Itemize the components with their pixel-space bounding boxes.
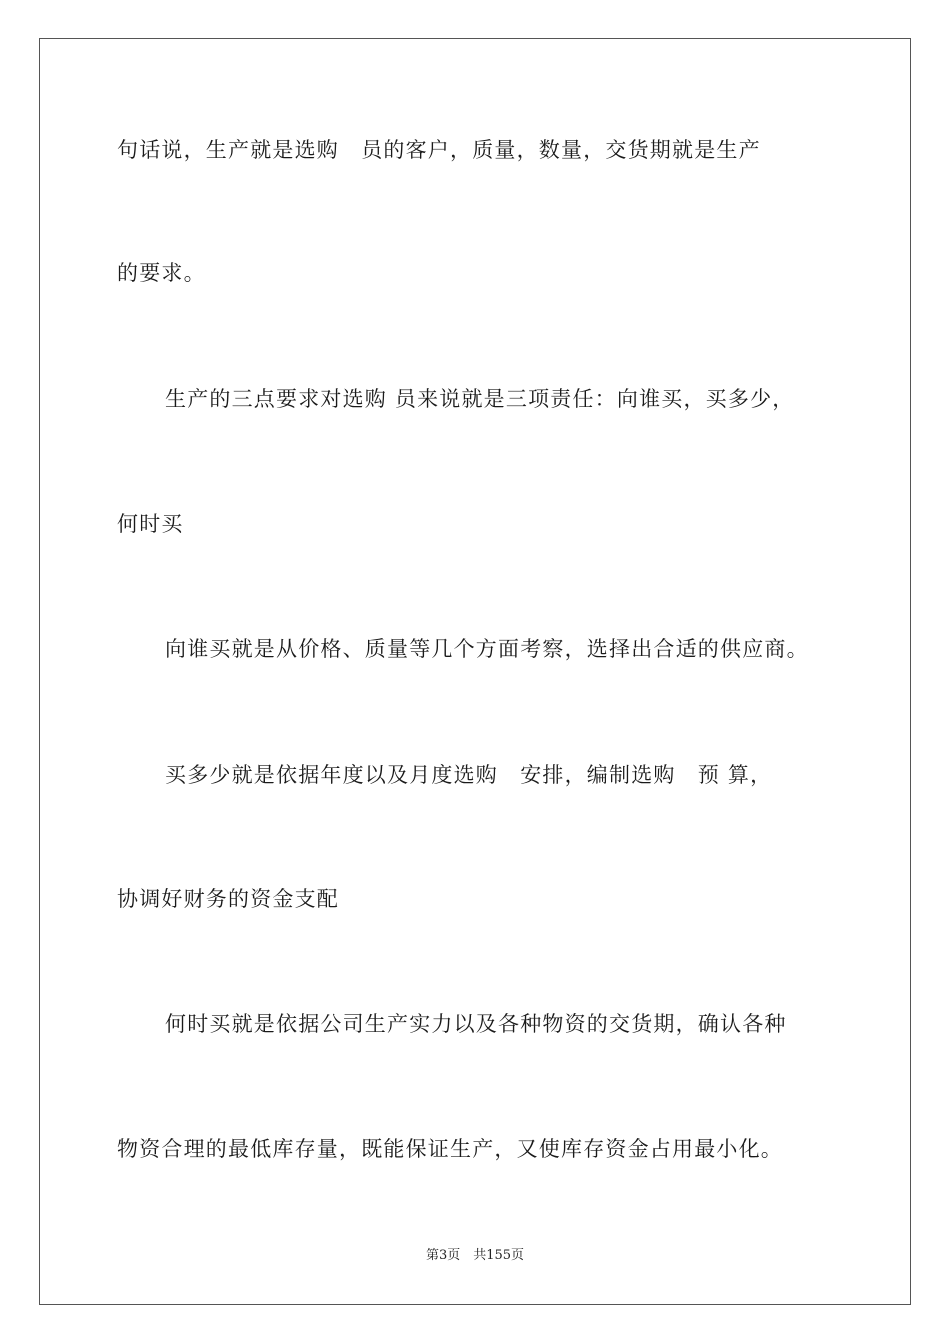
paragraph-line-8: 何时买就是依据公司生产实力以及各种物资的交货期，确认各种 [165,1012,787,1036]
paragraph-line-1: 句话说，生产就是选购 员的客户，质量，数量，交货期就是生产 [117,138,761,162]
paragraph-line-3: 生产的三点要求对选购 员来说就是三项责任：向谁买，买多少， [165,387,795,411]
page-footer [0,1247,950,1265]
page-number-label: 第3页 共155页 [425,1248,525,1263]
paragraph-line-9: 物资合理的最低库存量，既能保证生产，又使库存资金占用最小化。 [117,1137,783,1161]
paragraph-line-4: 何时买 [117,512,184,536]
page-frame [39,38,911,1305]
paragraph-line-2: 的要求。 [117,261,206,285]
paragraph-line-5: 向谁买就是从价格、质量等几个方面考察，选择出合适的供应商。 [165,637,809,661]
paragraph-line-6: 买多少就是依据年度以及月度选购 安排，编制选购 预 算， [165,763,773,787]
paragraph-line-7: 协调好财务的资金支配 [117,887,339,911]
